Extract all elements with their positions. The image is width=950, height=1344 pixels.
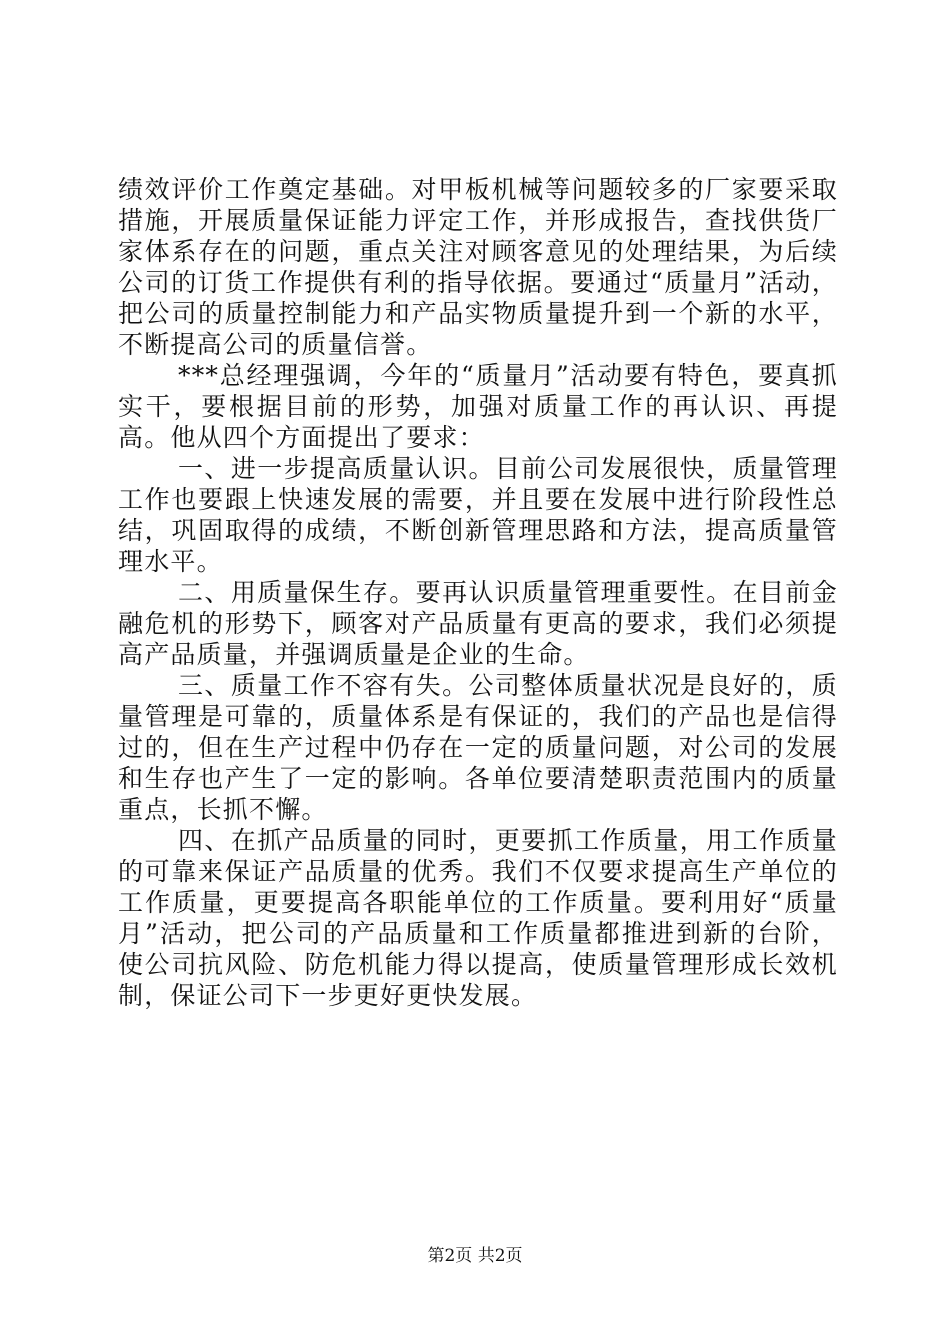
- paragraph-requirement-2: 二、用质量保生存。要再认识质量管理重要性。在目前金融危机的形势下，顾客对产品质量有更高的要求，我们必须提高产品质量，并强调质量是企业的生命。: [118, 578, 838, 669]
- page-number-footer: 第2页 共2页: [427, 1246, 523, 1266]
- paragraph-requirement-1: 一、进一步提高质量认识。目前公司发展很快，质量管理工作也要跟上快速发展的需要，并且要在发展中进行阶段性总结，巩固取得的成绩，不断创新管理思路和方法，提高质量管理水平。: [118, 454, 838, 576]
- document-body: [118, 174, 838, 1011]
- paragraph-requirement-4: 四、在抓产品质量的同时，更要抓工作质量，用工作质量的可靠来保证产品质量的优秀。我们不仅要求提高生产单位的工作质量，更要提高各职能单位的工作质量。要利用好“质量月”活动，把公司的产品质量和工作质量都推进到新的台阶，使公司抗风险、防危机能力得以提高，使质量管理形成长效机制，保证公司下一步更好更快发展。: [118, 826, 838, 1010]
- paragraph-requirement-3: 三、质量工作不容有失。公司整体质量状况是良好的，质量管理是可靠的，质量体系是有保证的，我们的产品也是信得过的，但在生产过程中仍存在一定的质量问题，对公司的发展和生存也产生了一定的影响。各单位要清楚职责范围内的质量重点，长抓不懈。: [118, 671, 838, 824]
- paragraph-manager-emphasis: ***总经理强调，今年的“质量月”活动要有特色，要真抓实干，要根据目前的形势，加强对质量工作的再认识、再提高。他从四个方面提出了要求：: [118, 361, 838, 452]
- paragraph-continuation: 绩效评价工作奠定基础。对甲板机械等问题较多的厂家要采取措施，开展质量保证能力评定工作，并形成报告，查找供货厂家体系存在的问题，重点关注对顾客意见的处理结果，为后续公司的订货工作提供有利的指导依据。要通过“质量月”活动，把公司的质量控制能力和产品实物质量提升到一个新的水平，不断提高公司的质量信誉。: [118, 175, 838, 359]
